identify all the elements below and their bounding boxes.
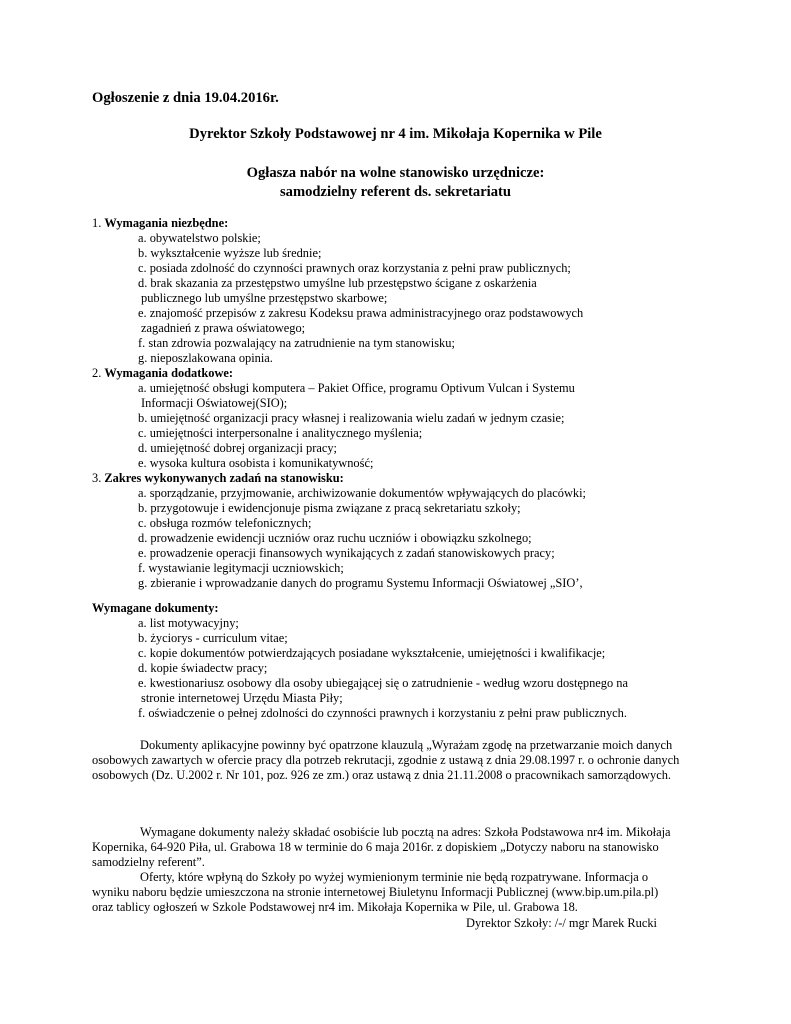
list-item: b. przygotowuje i ewidencjonuje pisma związane z pracą sekretariatu szkoły; <box>138 501 521 515</box>
position-heading-line-2: samodzielny referent ds. sekretariatu <box>279 184 512 200</box>
director-heading: Dyrektor Szkoły Podstawowej nr 4 im. Mikołaja Kopernika w Pile <box>189 126 602 142</box>
list-item: c. kopie dokumentów potwierdzających posiadane wykształcenie, umiejętności i kwalifikacje; <box>138 646 606 660</box>
list-item: c. posiada zdolność do czynności prawnych oraz korzystania z pełni praw publicznych; <box>138 261 571 275</box>
section-title: Wymagania niezbędne: <box>104 216 229 230</box>
section-title: Zakres wykonywanych zadań na stanowisku: <box>104 471 344 485</box>
list-item: f. oświadczenie o pełnej zdolności do czynności prawnych i korzystaniu z pełni praw publicznych. <box>138 706 627 720</box>
list-item: d. prowadzenie ewidencji uczniów oraz ruchu uczniów i obowiązku szkolnego; <box>138 531 532 545</box>
section-title: Wymagane dokumenty: <box>92 601 219 615</box>
list-item: d. brak skazania za przestępstwo umyślne lub przestępstwo ścigane z oskarżenia <box>138 276 537 290</box>
paragraph-text: Wymagane dokumenty należy składać osobiście lub pocztą na adres: Szkoła Podstawowa nr4 im. Mikołaja Kopernika, 64-920 Piła, ul. Grabowa 18 w terminie do 6 maja 2016r. z dopiskiem „Dotyczy naboru na stanowisko samodzielny referent”. <box>92 825 671 869</box>
list-item: b. wykształcenie wyższe lub średnie; <box>138 246 322 260</box>
list-item: a. sporządzanie, przyjmowanie, archiwizowanie dokumentów wpływających do placówki; <box>138 486 586 500</box>
section-heading <box>92 216 712 231</box>
paragraph-submission <box>92 825 682 915</box>
list-item: e. znajomość przepisów z zakresu Kodeksu prawa administracyjnego oraz podstawowych <box>138 306 584 320</box>
list-item-continuation: zagadnień z prawa oświatowego; <box>141 321 306 335</box>
list-item: d. kopie świadectw pracy; <box>138 661 268 675</box>
section-heading <box>92 601 712 616</box>
list-item: d. umiejętność dobrej organizacji pracy; <box>138 441 337 455</box>
list-item: g. nieposzlakowana opinia. <box>138 351 273 365</box>
list-item: e. wysoka kultura osobista i komunikatywność; <box>138 456 374 470</box>
list-item: a. umiejętność obsługi komputera – Pakiet Office, programu Optivum Vulcan i Systemu <box>138 381 575 395</box>
list-item: b. umiejętność organizacji pracy własnej i realizowania wielu zadań w jednym czasie; <box>138 411 565 425</box>
signature: Dyrektor Szkoły: /-/ mgr Marek Rucki <box>466 916 657 930</box>
paragraph-text: Dokumenty aplikacyjne powinny być opatrzone klauzulą „Wyrażam zgodę na przetwarzanie moich danych osobowych zawartych w ofercie pracy dla potrzeb rekrutacji, zgodnie z ustawą z dnia 29.08.1997 r. o ochronie danych osobowych (Dz. U.2002 r. Nr 101, poz. 926 ze zm.) oraz ustawą z dnia 21.11.2008 o pracownikach samorządowych. <box>92 738 680 782</box>
list-item: a. obywatelstwo polskie; <box>138 231 261 245</box>
list-item-continuation: publicznego lub umyślne przestępstwo skarbowe; <box>141 291 388 305</box>
list-item: g. zbieranie i wprowadzanie danych do programu Systemu Informacji Oświatowej „SIO’, <box>138 576 583 590</box>
announcement-date: Ogłoszenie z dnia 19.04.2016r. <box>92 90 279 106</box>
list-item-continuation: Informacji Oświatowej(SIO); <box>141 396 288 410</box>
list-item: f. wystawianie legitymacji uczniowskich; <box>138 561 344 575</box>
position-heading <box>0 164 791 202</box>
list-item: e. prowadzenie operacji finansowych wynikających z zadań stanowiskowych pracy; <box>138 546 555 560</box>
list-item: f. stan zdrowia pozwalający na zatrudnienie na tym stanowisku; <box>138 336 455 350</box>
list-item-continuation: stronie internetowej Urzędu Miasta Piły; <box>141 691 343 705</box>
section-number: 2. <box>92 366 102 380</box>
list-item: c. obsługa rozmów telefonicznych; <box>138 516 312 530</box>
section-documents <box>92 601 712 721</box>
list-item: b. życiorys - curriculum vitae; <box>138 631 288 645</box>
section-heading <box>92 366 712 381</box>
list-item: a. list motywacyjny; <box>138 616 239 630</box>
section-required <box>92 216 712 591</box>
section-title: Wymagania dodatkowe: <box>104 366 234 380</box>
section-number: 3. <box>92 471 102 485</box>
list-item: c. umiejętności interpersonalne i analitycznego myślenia; <box>138 426 423 440</box>
position-heading-line-1: Ogłasza nabór na wolne stanowisko urzędnicze: <box>246 165 545 181</box>
paragraph-text: Oferty, które wpłyną do Szkoły po wyżej wymienionym terminie nie będą rozpatrywane. Informacja o wyniku naboru będzie umieszczona na stronie internetowej Biuletynu Informacji Publicznej (www.bip.um.pila.pl) oraz tablicy ogłoszeń w Szkole Podstawowej nr4 im. Mikołaja Kopernika w Pile, ul. Grabowa 18. <box>92 870 659 914</box>
list-item: e. kwestionariusz osobowy dla osoby ubiegającej się o zatrudnienie - według wzoru dostępnego na <box>138 676 628 690</box>
paragraph-clause <box>92 738 682 783</box>
section-heading <box>92 471 712 486</box>
section-number: 1. <box>92 216 102 230</box>
